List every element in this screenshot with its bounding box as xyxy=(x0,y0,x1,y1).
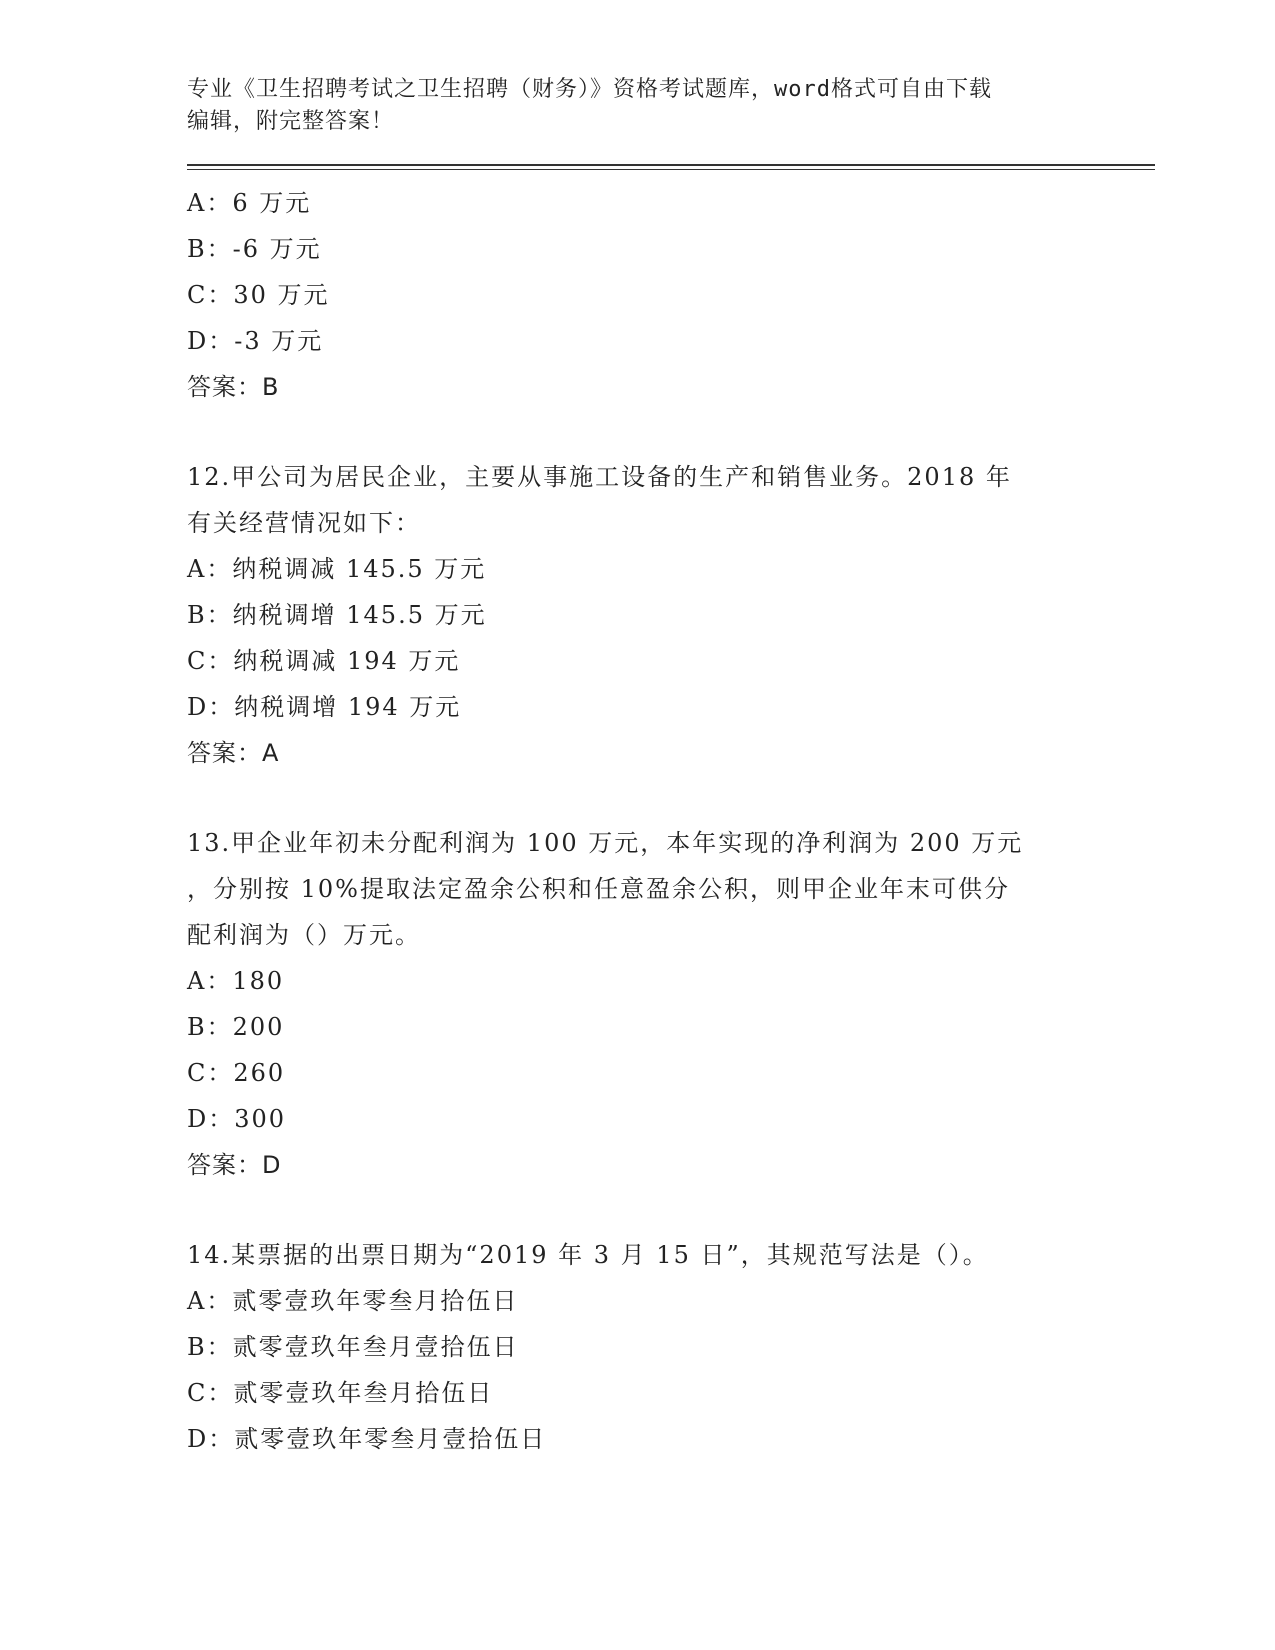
option-d: D：300 xyxy=(187,1105,287,1133)
question-stem: 配利润为（）万元。 xyxy=(187,921,421,949)
question-stem: 13.甲企业年初未分配利润为 100 万元，本年实现的净利润为 200 万元 xyxy=(187,829,1024,857)
option-a: A：纳税调减 145.5 万元 xyxy=(187,555,487,583)
header-divider xyxy=(187,164,1155,170)
option-c: C：30 万元 xyxy=(187,281,330,309)
header-line-1: 专业《卫生招聘考试之卫生招聘（财务）》资格考试题库，word格式可自由下载 xyxy=(187,77,992,102)
option-d: D：贰零壹玖年零叁月壹拾伍日 xyxy=(187,1425,547,1453)
option-a: A：6 万元 xyxy=(187,189,312,217)
option-b: B：200 xyxy=(187,1013,285,1041)
option-a: A：180 xyxy=(187,967,285,995)
question-13 xyxy=(187,820,1167,1188)
option-a: A：贰零壹玖年零叁月拾伍日 xyxy=(187,1287,519,1315)
question-stem: 有关经营情况如下： xyxy=(187,509,421,537)
answer: 答案：D xyxy=(187,1151,282,1179)
question-stem: 14.某票据的出票日期为“2019 年 3 月 15 日”，其规范写法是（）。 xyxy=(187,1241,989,1269)
question-12 xyxy=(187,454,1167,776)
option-c: C：贰零壹玖年叁月拾伍日 xyxy=(187,1379,494,1407)
option-b: B：纳税调增 145.5 万元 xyxy=(187,601,487,629)
header-line-2: 编辑，附完整答案！ xyxy=(187,109,395,134)
option-c: C：260 xyxy=(187,1059,286,1087)
option-b: B：贰零壹玖年叁月壹拾伍日 xyxy=(187,1333,519,1361)
question-stem: 12.甲公司为居民企业，主要从事施工设备的生产和销售业务。2018 年 xyxy=(187,463,1012,491)
option-c: C：纳税调减 194 万元 xyxy=(187,647,461,675)
option-d: D：-3 万元 xyxy=(187,327,324,355)
question-14 xyxy=(187,1232,1167,1462)
answer: 答案：A xyxy=(187,739,280,767)
option-d: D：纳税调增 194 万元 xyxy=(187,693,462,721)
question-stem: ，分别按 10%提取法定盈余公积和任意盈余公积，则甲企业年末可供分 xyxy=(187,875,1010,903)
option-b: B：-6 万元 xyxy=(187,235,322,263)
answer: 答案：B xyxy=(187,373,280,401)
question-11 xyxy=(187,180,1167,410)
document-page xyxy=(187,74,1167,1462)
